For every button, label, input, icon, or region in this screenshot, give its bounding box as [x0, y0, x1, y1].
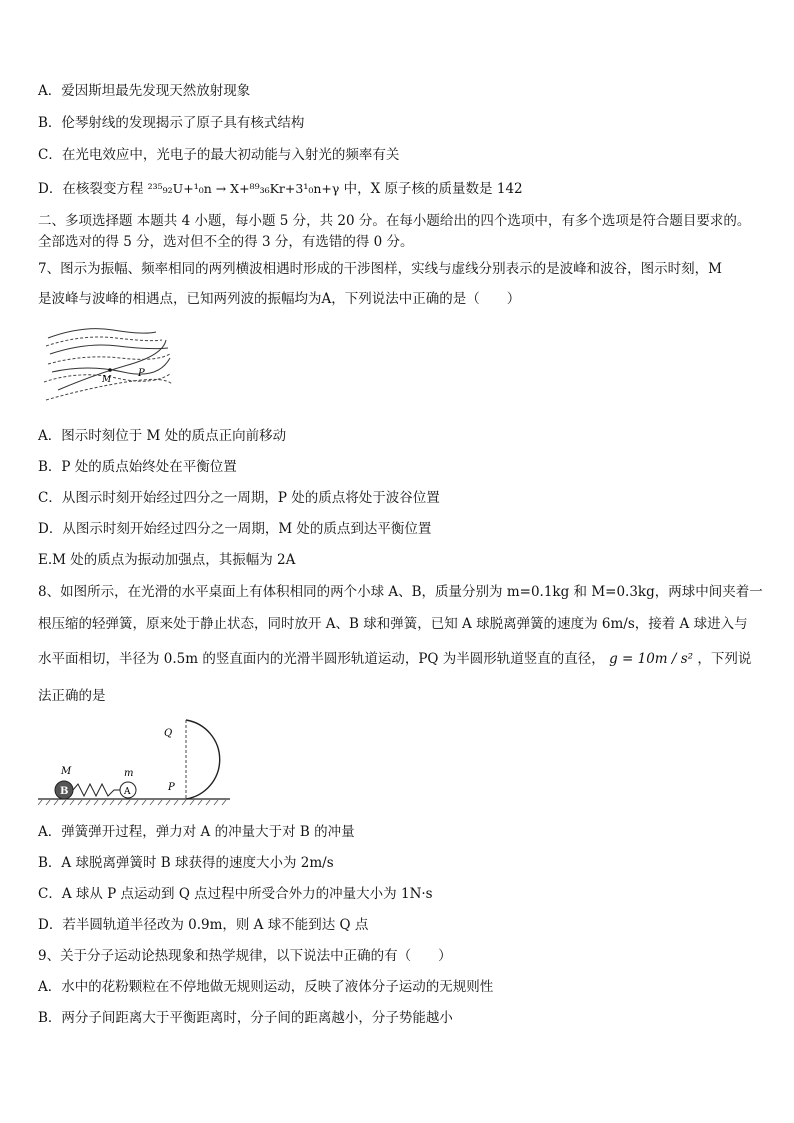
interference-figure	[38, 320, 178, 410]
label-p: P	[138, 368, 145, 379]
q6-option-d-prefix: D．在核裂变方程	[38, 181, 144, 197]
q8-stem-line1: 8、如图所示，在光滑的水平桌面上有体积相同的两个小球 A、B，质量分别为 m=0.1kg 和 M=0.3kg，两球中间夹着一	[38, 584, 763, 600]
q6-option-c: C．在光电效应中，光电子的最大初动能与入射光的频率有关	[38, 147, 400, 163]
q8-option-c: C．A 球从 P 点运动到 Q 点过程中所受合外力的冲量大小为 1N·s	[38, 886, 433, 902]
q6-option-d-suffix: 中，X 原子核的质量数是 142	[343, 181, 523, 197]
q8-option-b: B．A 球脱离弹簧时 B 球获得的速度大小为 2m/s	[38, 855, 334, 871]
q9-option-b: B．两分子间距离大于平衡距离时，分子间的距离越小，分子势能越小	[38, 1010, 453, 1026]
q7-stem-line2: 是波峰与波峰的相遇点，已知两列波的振幅均为A，下列说法中正确的是（ ）	[38, 291, 521, 307]
label-big-m: M	[61, 766, 72, 777]
q7-option-e: E.M 处的质点为振动加强点，其振幅为 2A	[38, 552, 296, 568]
q9-option-a: A．水中的花粉颗粒在不停地做无规则运动，反映了液体分子运动的无规则性	[38, 979, 494, 995]
q7-option-a: A．图示时刻位于 M 处的质点正向前移动	[38, 428, 287, 444]
label-m: M	[102, 375, 112, 385]
q6-option-a: A．爱因斯坦最先发现天然放射现象	[38, 83, 251, 99]
q8-stem-line2: 根压缩的轻弹簧，原来处于静止状态，同时放开 A、B 球和弹簧，已知 A 球脱离弹簧的速度为 6m/s，接着 A 球进入与	[38, 616, 748, 632]
ball-a-label: A	[124, 787, 131, 797]
fission-equation: ²³⁵₉₂U+¹₀n → X+⁸⁹₃₆Kr+3¹₀n+γ	[147, 181, 340, 196]
q8-option-d: D．若半圆轨道半径改为 0.9m，则 A 球不能到达 Q 点	[38, 917, 369, 933]
ball-b-label: B	[60, 786, 69, 797]
q7-stem-line1: 7、图示为振幅、频率相同的两列横波相遇时形成的干涉图样，实线与虚线分别表示的是波峰和波谷，图示时刻，M	[38, 261, 722, 277]
q9-stem: 9、关于分子运动论热现象和热学规律，以下说法中正确的有（ ）	[38, 948, 452, 964]
q7-option-c: C．从图示时刻开始经过四分之一周期，P 处的质点将处于波谷位置	[38, 490, 440, 506]
q7-option-b: B．P 处的质点始终处在平衡位置	[38, 459, 237, 475]
label-small-m: m	[124, 768, 134, 779]
q7-option-d: D．从图示时刻开始经过四分之一周期，M 处的质点到达平衡位置	[38, 521, 432, 537]
section2-instructions-line2: 全部选对的得 5 分，选对但不全的得 3 分，有选错的得 0 分。	[38, 234, 414, 250]
q8-option-a: A．弹簧弹开过程，弹力对 A 的冲量大于对 B 的冲量	[38, 824, 355, 840]
track-figure	[38, 712, 233, 807]
q8-stem-line3-prefix: 水平面相切，半径为 0.5m 的竖直面内的光滑半圆形轨道运动，PQ 为半圆形轨道竖直的直径，	[38, 651, 605, 667]
label-q: Q	[164, 728, 173, 739]
q6-option-b: B．伦琴射线的发现揭示了原子具有核式结构	[38, 115, 305, 131]
q8-stem-line3	[38, 650, 751, 668]
label-p: P	[168, 782, 175, 793]
q6-option-d	[38, 180, 523, 198]
gravity-formula: g = 10m / s²	[609, 651, 694, 667]
q8-stem-line4: 法正确的是	[38, 688, 106, 704]
section2-instructions-line1: 二、多项选择题 本题共 4 小题，每小题 5 分，共 20 分。在每小题给出的四个选项中，有多个选项是符合题目要求的。	[38, 213, 751, 229]
q8-stem-line3-suffix: ，下列说	[697, 651, 752, 667]
